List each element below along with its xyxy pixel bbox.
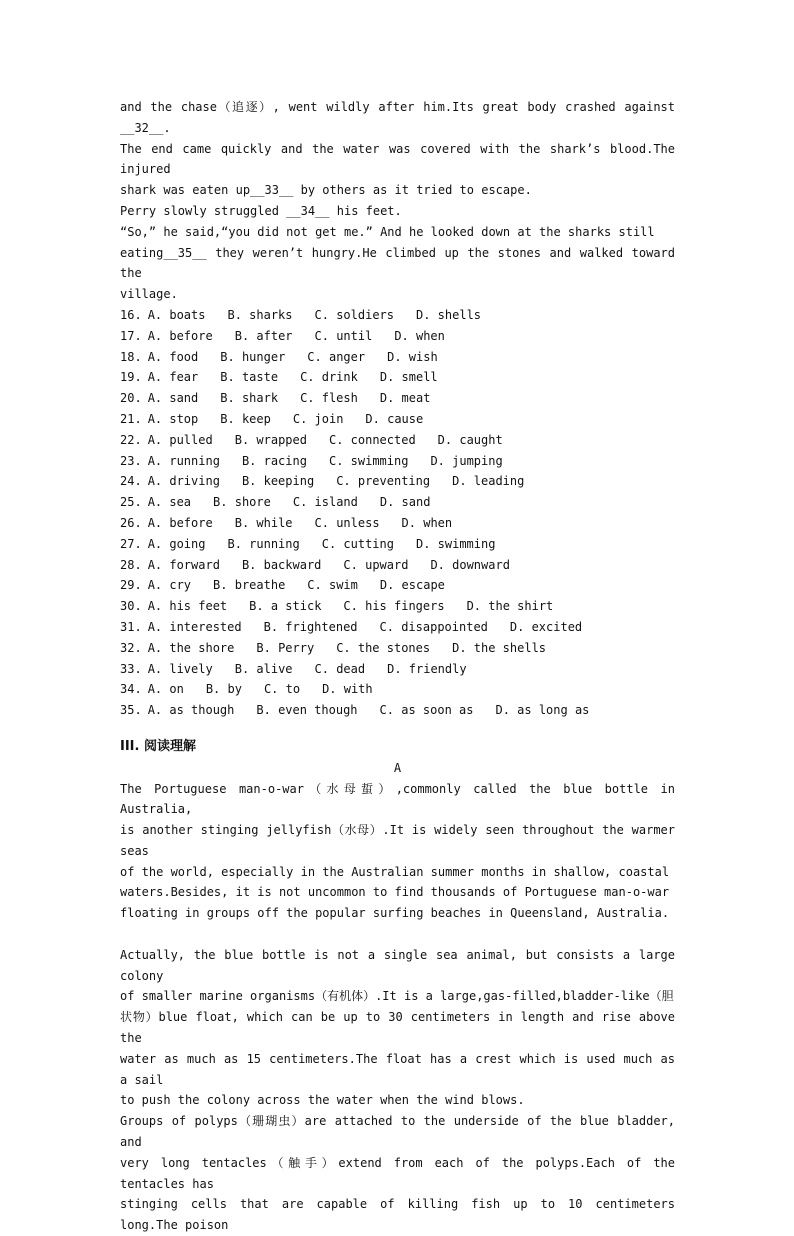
answer-option: A. his feet: [147, 599, 228, 614]
question-number: 25.: [120, 495, 142, 510]
question-number: 26.: [120, 515, 142, 530]
text-line: 状物）blue float, which can be up to 30 centimeters in length and rise above the: [120, 1010, 683, 1046]
answer-option: A. stop: [147, 411, 199, 426]
text-line: Actually, the blue bottle is not a single sea animal, but consists a large colony: [120, 947, 683, 983]
answer-option: B. Perry: [256, 640, 315, 655]
answer-option: A. as though: [147, 703, 235, 718]
answer-option: B. wrapped: [234, 432, 307, 447]
text-line: waters.Besides, it is not uncommon to find thousands of Portuguese man-o-war: [120, 885, 670, 900]
document-page: [120, 97, 683, 1236]
answer-option: D. escape: [379, 578, 445, 593]
question-number: 24.: [120, 474, 142, 489]
question-number: 17.: [120, 328, 142, 343]
passage-label: A: [393, 760, 402, 775]
question-row: [120, 388, 675, 409]
text-line: The Portuguese man-o-war（水母蜇）,commonly called the blue bottle in Australia,: [120, 781, 683, 817]
answer-option: C. as soon as: [379, 703, 474, 718]
paragraph-1: [120, 779, 683, 925]
question-number: 23.: [120, 453, 142, 468]
question-number: 32.: [120, 640, 142, 655]
text-line: The end came quickly and the water was covered with the shark’s blood.The injured: [120, 141, 683, 177]
answer-option: A. on: [147, 682, 184, 697]
answer-option: D. friendly: [387, 661, 467, 676]
question-row: [120, 492, 675, 513]
question-list: [120, 305, 675, 721]
question-number: 28.: [120, 557, 142, 572]
answer-option: B. after: [234, 328, 293, 343]
question-row: [120, 679, 675, 700]
answer-option: D. swimming: [415, 536, 496, 551]
answer-option: A. sand: [147, 391, 199, 406]
answer-option: B. sharks: [227, 307, 293, 322]
answer-option: C. dead: [314, 661, 366, 676]
answer-option: C. unless: [314, 515, 380, 530]
question-row: [120, 534, 675, 555]
answer-option: D. meat: [379, 391, 431, 406]
answer-option: B. even though: [256, 703, 358, 718]
answer-option: B. hunger: [220, 349, 286, 364]
answer-option: B. while: [234, 515, 293, 530]
answer-option: C. drink: [300, 370, 358, 385]
question-number: 20.: [120, 391, 142, 406]
question-number: 30.: [120, 599, 142, 614]
question-number: 18.: [120, 349, 142, 364]
question-row: [120, 513, 675, 534]
answer-option: C. the stones: [336, 640, 431, 655]
text-line: Groups of polyps（珊瑚虫）are attached to the underside of the blue bladder, and: [120, 1114, 683, 1150]
answer-option: C. soldiers: [314, 307, 394, 322]
answer-option: C. connected: [328, 432, 416, 447]
answer-option: A. food: [147, 349, 199, 364]
answer-option: B. keep: [220, 411, 271, 426]
answer-option: C. preventing: [336, 474, 431, 489]
question-row: [120, 555, 675, 576]
question-number: 19.: [120, 370, 142, 385]
answer-option: A. going: [147, 536, 206, 551]
answer-option: B. taste: [220, 370, 279, 385]
text-line: eating__35__ they weren’t hungry.He climbed up the stones and walked toward the: [120, 245, 683, 281]
answer-option: A. the shore: [147, 640, 235, 655]
answer-option: C. flesh: [300, 391, 358, 406]
answer-option: D. downward: [430, 557, 510, 572]
answer-option: A. fear: [147, 370, 199, 385]
answer-option: A. lively: [147, 661, 213, 676]
text-line: shark was eaten up__33__ by others as it tried to escape.: [120, 183, 532, 198]
answer-option: C. island: [292, 495, 358, 510]
answer-option: C. upward: [343, 557, 409, 572]
question-row: [120, 409, 675, 430]
answer-option: A. driving: [147, 474, 220, 489]
paragraph-3: [120, 1111, 683, 1236]
answer-option: D. when: [401, 515, 453, 530]
answer-option: B. by: [205, 682, 242, 697]
answer-option: A. interested: [147, 619, 242, 634]
text-line: “So,” he said,“you did not get me.” And he looked down at the sharks still: [120, 224, 655, 239]
text-line: to push the colony across the water when the wind blows.: [120, 1093, 525, 1108]
answer-option: B. shore: [213, 495, 271, 510]
answer-option: B. backward: [241, 557, 322, 572]
text-line: Perry slowly struggled __34__ his feet.: [120, 203, 402, 218]
answer-option: C. his fingers: [343, 599, 445, 614]
answer-option: A. cry: [147, 578, 192, 593]
question-number: 29.: [120, 578, 142, 593]
answer-option: A. forward: [147, 557, 220, 572]
answer-option: D. cause: [365, 411, 424, 426]
paragraph-2: [120, 945, 683, 1111]
answer-option: D. caught: [437, 432, 503, 447]
text-line: floating in groups off the popular surfing beaches in Queensland, Australia.: [120, 906, 670, 921]
answer-option: D. wish: [387, 349, 438, 364]
answer-option: A. sea: [147, 495, 192, 510]
question-row: [120, 700, 675, 721]
text-line: is another stinging jellyfish（水母）.It is widely seen throughout the warmer seas: [120, 823, 683, 858]
question-row: [120, 617, 675, 638]
answer-option: A. boats: [147, 307, 206, 322]
question-number: 33.: [120, 661, 142, 676]
answer-option: D. when: [394, 328, 445, 343]
answer-option: B. a stick: [249, 599, 322, 614]
text-line: village.: [120, 287, 178, 302]
answer-option: D. with: [322, 682, 373, 697]
answer-option: C. join: [292, 411, 344, 426]
text-line: of the world, especially in the Australian summer months in shallow, coastal: [120, 864, 670, 879]
text-line: and the chase（追逐）, went wildly after him.Its great body crashed against __32__.: [120, 100, 683, 135]
question-number: 21.: [120, 411, 142, 426]
question-row: [120, 347, 675, 368]
question-row: [120, 575, 675, 596]
answer-option: A. before: [147, 515, 213, 530]
answer-option: B. racing: [241, 453, 307, 468]
text-line: of smaller marine organisms（有机体）.It is a large,gas-filled,bladder-like（胆: [120, 989, 674, 1004]
question-row: [120, 430, 675, 451]
text-line: water as much as 15 centimeters.The float has a crest which is used much as a sail: [120, 1051, 683, 1087]
answer-option: D. the shirt: [466, 599, 554, 614]
question-row: [120, 326, 675, 347]
question-row: [120, 638, 675, 659]
answer-option: A. pulled: [147, 432, 213, 447]
answer-option: B. frightened: [263, 619, 358, 634]
question-row: [120, 471, 675, 492]
answer-option: B. breathe: [213, 578, 286, 593]
answer-option: D. the shells: [452, 640, 547, 655]
paragraph-gap: [120, 924, 675, 945]
answer-option: D. as long as: [495, 703, 590, 718]
question-number: 31.: [120, 619, 142, 634]
text-line: very long tentacles（触手）extend from each of the polyps.Each of the tentacles has: [120, 1155, 683, 1191]
answer-option: D. smell: [379, 370, 438, 385]
question-row: [120, 596, 675, 617]
answer-option: B. alive: [234, 661, 293, 676]
question-number: 22.: [120, 432, 142, 447]
answer-option: D. excited: [509, 619, 583, 634]
passage-continuation: [120, 97, 683, 305]
text-line: stinging cells that are capable of killing fish up to 10 centimeters long.The poison: [120, 1197, 683, 1233]
answer-option: D. leading: [452, 474, 525, 489]
question-row: [120, 659, 675, 680]
question-row: [120, 367, 675, 388]
question-row: [120, 305, 675, 326]
answer-option: C. until: [314, 328, 373, 343]
section-heading: III. 阅读理解: [120, 738, 196, 754]
question-number: 16.: [120, 307, 142, 322]
question-number: 35.: [120, 703, 142, 718]
answer-option: D. sand: [379, 495, 431, 510]
answer-option: D. jumping: [430, 453, 503, 468]
answer-option: D. shells: [416, 307, 482, 322]
answer-option: C. swim: [307, 578, 358, 593]
answer-option: B. running: [227, 536, 300, 551]
question-number: 27.: [120, 536, 142, 551]
answer-option: C. disappointed: [379, 619, 488, 634]
answer-option: C. swimming: [328, 453, 409, 468]
answer-option: A. running: [147, 453, 220, 468]
answer-option: C. anger: [307, 349, 366, 364]
answer-option: B. shark: [220, 391, 279, 406]
question-row: [120, 451, 675, 472]
answer-option: C. to: [263, 682, 301, 697]
answer-option: C. cutting: [321, 536, 394, 551]
answer-option: B. keeping: [241, 474, 315, 489]
answer-option: A. before: [147, 328, 213, 343]
question-number: 34.: [120, 682, 142, 697]
